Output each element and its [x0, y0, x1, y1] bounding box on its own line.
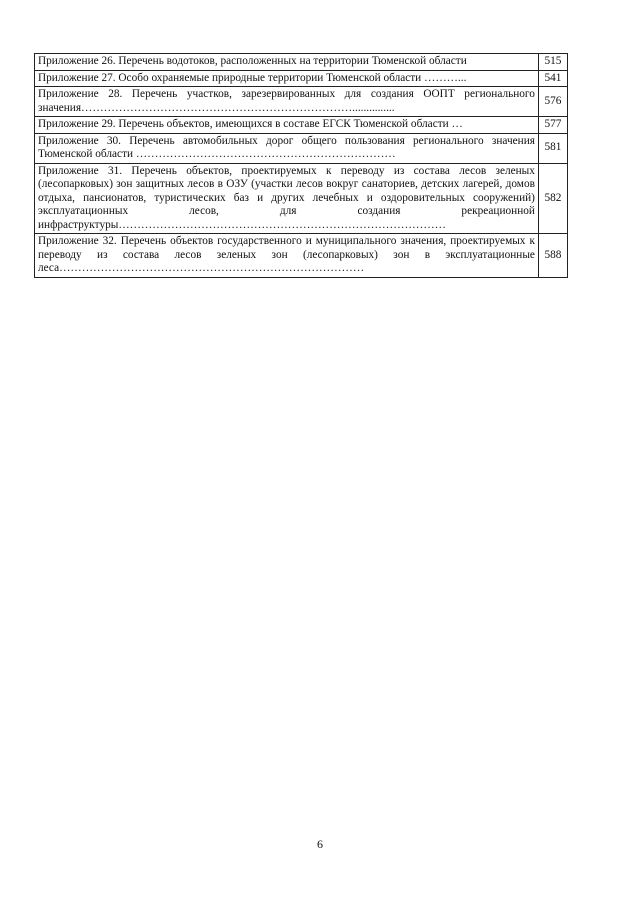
toc-row — [35, 234, 568, 278]
toc-entry-page: 577 — [538, 117, 567, 134]
table-of-contents — [34, 53, 568, 278]
toc-row — [35, 54, 568, 71]
toc-entry-title: Приложение 31. Перечень объектов, проектируемых к переводу из состава лесов зеленых (лесопарковых) зон защитных лесов в ОЗУ (участки лесов вокруг санаториев, детских лагерей, домов отдыха, пансионатов, туристических баз и других лечебных и оздоровительных сооружений) эксплуатационных лесов, для создания рекреационной инфраструктуры…………………………………………………………………………… — [35, 163, 539, 234]
toc-entry-title: Приложение 32. Перечень объектов государственного и муниципального значения, проектируемых к переводу из состава лесов зеленых зон (лесопарковых) зон в эксплуатационные леса……………………………………………………………………… — [35, 234, 539, 278]
toc-entry-page: 581 — [538, 133, 567, 163]
toc-row — [35, 133, 568, 163]
toc-row — [35, 70, 568, 87]
toc-entry-title: Приложение 28. Перечень участков, зарезервированных для создания ООПТ регионального значения………………………………………………………………............... — [35, 87, 539, 117]
page-number: 6 — [317, 837, 323, 851]
toc-entry-page: 515 — [538, 54, 567, 71]
toc-entry-page: 541 — [538, 70, 567, 87]
toc-entry-title: Приложение 27. Особо охраняемые природные территории Тюменской области ………... — [35, 70, 539, 87]
toc-entry-page: 576 — [538, 87, 567, 117]
toc-entry-title: Приложение 26. Перечень водотоков, расположенных на территории Тюменской области — [35, 54, 539, 71]
toc-row — [35, 163, 568, 234]
toc-entry-page: 582 — [538, 163, 567, 234]
toc-entry-page: 588 — [538, 234, 567, 278]
toc-row — [35, 117, 568, 134]
toc-entry-title: Приложение 30. Перечень автомобильных дорог общего пользования регионального значения Тюменской области …………………………………………………………… — [35, 133, 539, 163]
toc-row — [35, 87, 568, 117]
toc-entry-title: Приложение 29. Перечень объектов, имеющихся в составе ЕГСК Тюменской области … — [35, 117, 539, 134]
